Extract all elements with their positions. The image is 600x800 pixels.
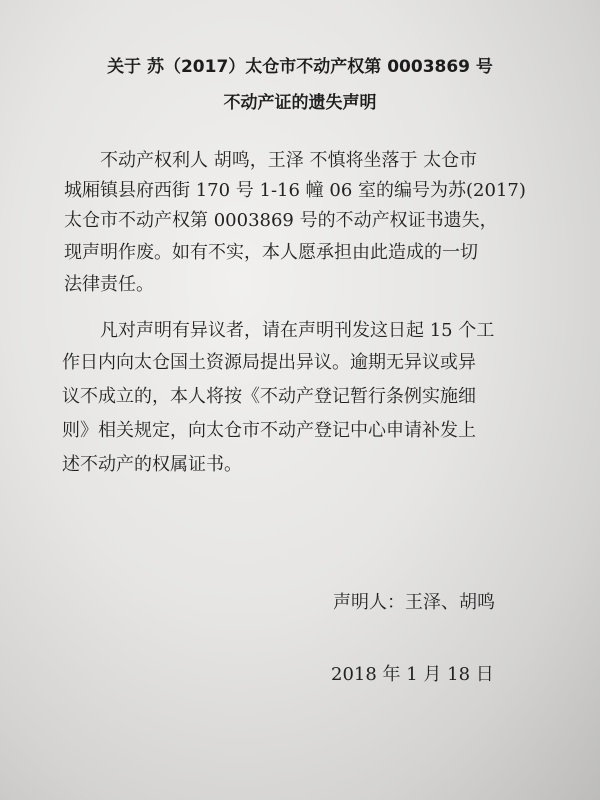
paragraph2-line-4: 则》相关规定，向太仓市不动产登记中心申请补发上 bbox=[62, 420, 476, 441]
paragraph2-line-3: 议不成立的，本人将按《不动产登记暂行条例实施细 bbox=[62, 386, 476, 407]
declarant-signature: 声明人：王泽、胡鸣 bbox=[333, 592, 495, 613]
paragraph2-line-1: 凡对声明有异议者，请在声明刊发这日起 15 个工 bbox=[100, 320, 495, 341]
paragraph2-line-2: 作日内向太仓国土资源局提出异议。逾期无异议或异 bbox=[62, 352, 476, 373]
paragraph1-line-3: 太仓市不动产权第 0003869 号的不动产权证书遗失， bbox=[64, 210, 498, 231]
paragraph2-line-5: 述不动产的权属证书。 bbox=[62, 454, 242, 475]
paragraph1-line-4: 现声明作废。如有不实，本人愿承担由此造成的一切 bbox=[64, 242, 478, 263]
title-line-2: 不动产证的遗失声明 bbox=[223, 93, 377, 113]
declaration-date: 2018 年 1 月 18 日 bbox=[331, 664, 494, 685]
title-line-1: 关于 苏（2017）太仓市不动产权第 0003869 号 bbox=[107, 57, 493, 77]
paragraph1-line-1: 不动产权利人 胡鸣，王泽 不慎将坐落于 太仓市 bbox=[100, 150, 478, 171]
paragraph1-line-5: 法律责任。 bbox=[64, 274, 154, 295]
paragraph1-line-2: 城厢镇县府西街 170 号 1-16 幢 06 室的编号为苏(2017) bbox=[64, 180, 526, 201]
